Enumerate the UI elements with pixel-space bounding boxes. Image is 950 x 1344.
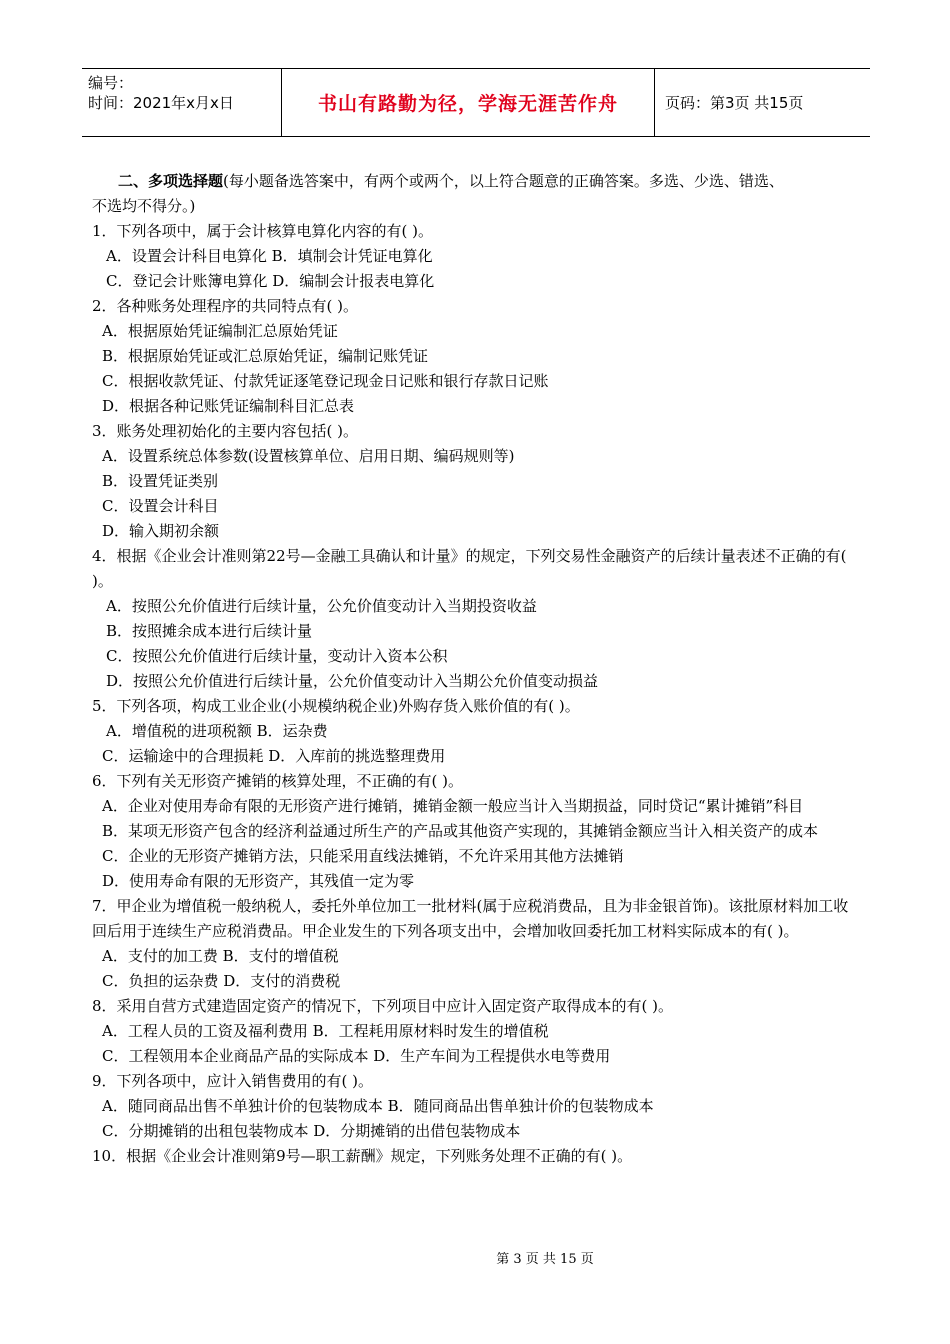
number-label: 编号： — [88, 74, 134, 92]
question-6-option-d: D．使用寿命有限的无形资产，其残值一定为零 — [102, 872, 415, 890]
question-4-stem: 4．根据《企业会计准则第22号—金融工具确认和计量》的规定，下列交易性金融资产的后续计量表述不正确的有( )。 — [92, 547, 847, 590]
section-title: 二、多项选择题 — [118, 172, 224, 190]
question-8-options-row2: C．工程领用本企业商品产品的实际成本 D．生产车间为工程提供水电等费用 — [102, 1047, 611, 1065]
question-6-option-c: C．企业的无形资产摊销方法，只能采用直线法摊销，不允许采用其他方法摊销 — [102, 847, 624, 865]
question-2-option-a: A．根据原始凭证编制汇总原始凭证 — [102, 322, 338, 340]
section-intro-cont: 不选均不得分。) — [92, 197, 196, 215]
question-6-stem: 6．下列有关无形资产摊销的核算处理，不正确的有( )。 — [92, 772, 464, 790]
question-3-option-d: D．输入期初余额 — [102, 522, 220, 540]
question-3-option-b: B．设置凭证类别 — [102, 472, 219, 490]
question-4-option-c: C．按照公允价值进行后续计量，变动计入资本公积 — [106, 647, 448, 665]
question-9-stem: 9．下列各项中，应计入销售费用的有( )。 — [92, 1072, 374, 1090]
question-4-option-b: B．按照摊余成本进行后续计量 — [106, 622, 313, 640]
question-8-options-row1: A．工程人员的工资及福利费用 B．工程耗用原材料时发生的增值税 — [102, 1022, 549, 1040]
question-1-options-row2: C．登记会计账簿电算化 D．编制会计报表电算化 — [106, 272, 435, 290]
exam-content — [92, 169, 862, 1169]
document-header — [82, 68, 870, 137]
question-2-stem: 2．各种账务处理程序的共同特点有( )。 — [92, 297, 359, 315]
question-8-stem: 8．采用自营方式建造固定资产的情况下，下列项目中应计入固定资产取得成本的有( )。 — [92, 997, 674, 1015]
question-3-stem: 3．账务处理初始化的主要内容包括( )。 — [92, 422, 359, 440]
question-3-option-a: A．设置系统总体参数(设置核算单位、启用日期、编码规则等) — [102, 447, 515, 465]
question-2-option-d: D．根据各种记账凭证编制科目汇总表 — [102, 397, 355, 415]
question-7-options-row1: A．支付的加工费 B．支付的增值税 — [102, 947, 339, 965]
question-1-options-row1: A．设置会计科目电算化 B．填制会计凭证电算化 — [106, 247, 433, 265]
section-intro: (每小题备选答案中，有两个或两个，以上符合题意的正确答案。多选、少选、错选、 — [223, 172, 784, 190]
question-5-options-row1: A．增值税的进项税额 B．运杂费 — [106, 722, 328, 740]
question-2-option-b: B．根据原始凭证或汇总原始凭证，编制记账凭证 — [102, 347, 429, 365]
question-2-option-c: C．根据收款凭证、付款凭证逐笔登记现金日记账和银行存款日记账 — [102, 372, 549, 390]
question-9-options-row2: C．分期摊销的出租包装物成本 D．分期摊销的出借包装物成本 — [102, 1122, 521, 1140]
question-3-option-c: C．设置会计科目 — [102, 497, 219, 515]
header-motto: 书山有路勤为径，学海无涯苦作舟 — [282, 69, 655, 136]
footer-page-number: 第 3 页 共 15 页 — [496, 1252, 594, 1267]
section-heading — [92, 169, 862, 194]
question-10-stem: 10．根据《企业会计准则第9号—职工薪酬》规定，下列账务处理不正确的有( )。 — [92, 1147, 633, 1165]
question-4-option-d: D．按照公允价值进行后续计量，公允价值变动计入当期公允价值变动损益 — [106, 672, 599, 690]
header-meta — [82, 69, 282, 136]
question-7-stem: 7．甲企业为增值税一般纳税人，委托外单位加工一批材料(属于应税消费品，且为非金银首饰)。该批原材料加工收回后用于连续生产应税消费品。甲企业发生的下列各项支出中，会增加收回委托加工材料实际成本的有( )。 — [92, 897, 849, 940]
question-5-options-row2: C．运输途中的合理损耗 D．入库前的挑选整理费用 — [102, 747, 446, 765]
header-page-info: 页码：第3页 共15页 — [665, 94, 804, 112]
time-label: 时间：2021年x月x日 — [88, 94, 234, 112]
question-1-stem: 1．下列各项中，属于会计核算电算化内容的有( )。 — [92, 222, 434, 240]
question-4-option-a: A．按照公允价值进行后续计量，公允价值变动计入当期投资收益 — [106, 597, 537, 615]
question-9-options-row1: A．随同商品出售不单独计价的包装物成本 B．随同商品出售单独计价的包装物成本 — [102, 1097, 654, 1115]
question-6-option-b: B．某项无形资产包含的经济利益通过所生产的产品或其他资产实现的，其摊销金额应当计入相关资产的成本 — [102, 822, 819, 840]
question-6-option-a: A．企业对使用寿命有限的无形资产进行摊销，摊销金额一般应当计入当期损益，同时贷记“累计摊销”科目 — [102, 797, 804, 815]
page-footer — [0, 1248, 950, 1267]
question-7-options-row2: C．负担的运杂费 D．支付的消费税 — [102, 972, 341, 990]
question-5-stem: 5．下列各项，构成工业企业(小规模纳税企业)外购存货入账价值的有( )。 — [92, 697, 580, 715]
